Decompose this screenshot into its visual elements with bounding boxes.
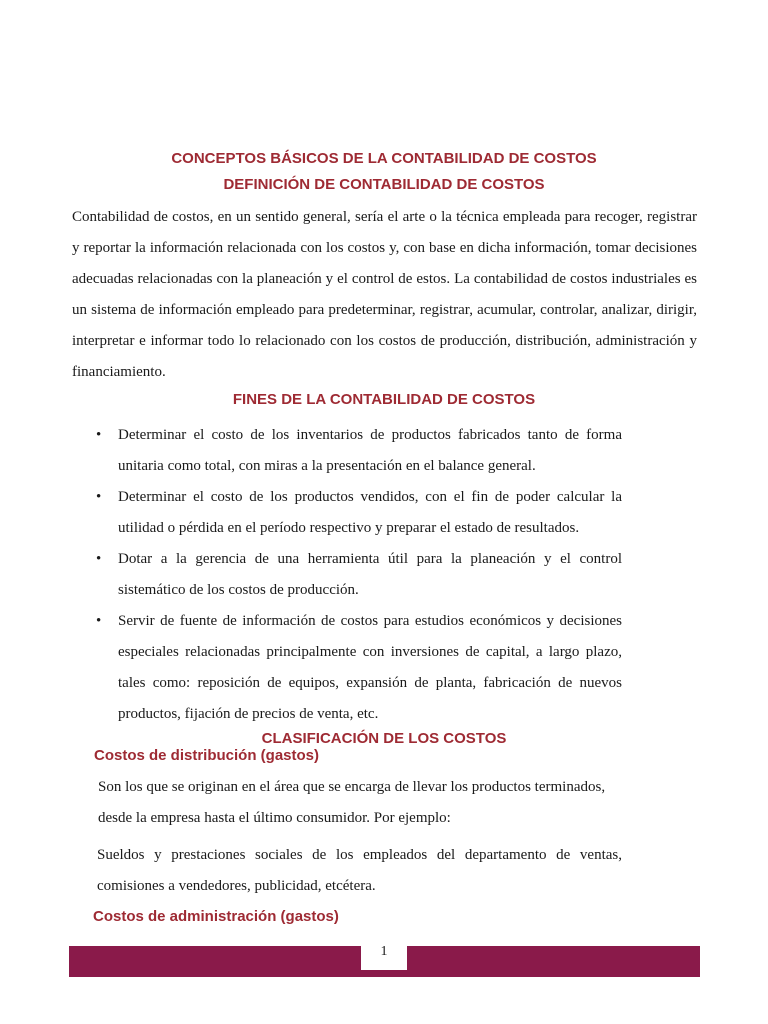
list-item [94,482,622,544]
list-item-text: Determinar el costo de los inventarios de productos fabricados tanto de forma unitaria como total, con miras a la presentación en el balance general. [118,427,622,474]
bullet-icon: • [96,551,102,567]
list-item [94,606,622,730]
footer-bar [69,946,700,977]
list-item [94,544,622,606]
section-title-fines: FINES DE LA CONTABILIDAD DE COSTOS [232,391,536,408]
page-number-box [361,946,407,970]
subsection-title-distribucion: Costos de distribución (gastos) [94,747,320,764]
bullet-icon: • [96,489,102,505]
bullet-icon: • [96,613,102,629]
distribucion-paragraph-2: Sueldos y prestaciones sociales de los empleados del departamento de ventas, comisiones a vendedores, publicidad, etcétera. [97,847,622,894]
list-item [94,420,622,482]
list-item-text: Determinar el costo de los productos vendidos, con el fin de poder calcular la utilidad o pérdida en el período respectivo y preparar el estado de resultados. [118,489,622,536]
list-item-text: Servir de fuente de información de costos para estudios económicos y decisiones especiales relacionadas principalmente con inversiones de capital, a largo plazo, tales como: reposición de equipos, expansión de planta, fabricación de nuevos productos, fijación de precios de venta, etc. [118,613,622,722]
fines-list [94,420,622,730]
subsection-title-administracion: Costos de administración (gastos) [93,908,339,925]
definition-paragraph: Contabilidad de costos, en un sentido general, sería el arte o la técnica empleada para recoger, registrar y reportar la información relacionada con los costos y, con base en dicha información, tomar decisiones adecuadas relacionadas con la planeación y el control de estos. La contabilidad de costos industriales es un sistema de información empleado para predeterminar, registrar, acumular, controlar, analizar, dirigir, interpretar e informar todo lo relacionado con los costos de producción, distribución, administración y financiamiento. [72,209,697,380]
section-title-clasificacion: CLASIFICACIÓN DE LOS COSTOS [261,730,507,747]
page-title: CONCEPTOS BÁSICOS DE LA CONTABILIDAD DE COSTOS [171,150,597,167]
section-title-definition: DEFINICIÓN DE CONTABILIDAD DE COSTOS [223,176,545,193]
list-item-text: Dotar a la gerencia de una herramienta útil para la planeación y el control sistemático de los costos de producción. [118,551,622,598]
bullet-icon: • [96,427,102,443]
page-number: 1 [380,944,388,959]
distribucion-paragraph-1: Son los que se originan en el área que se encarga de llevar los productos terminados, desde la empresa hasta el último consumidor. Por ejemplo: [98,779,606,826]
